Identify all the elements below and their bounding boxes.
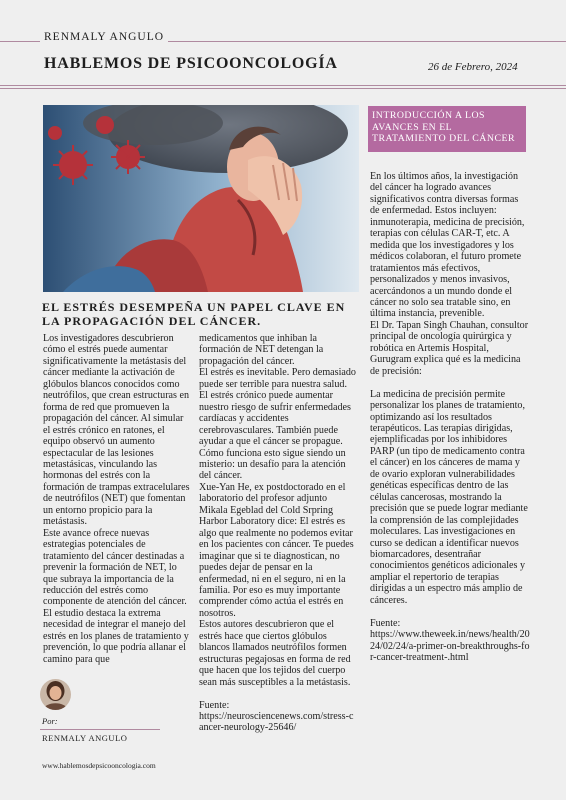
sidebar-title: INTRODUCCIÓN A LOS AVANCES EN EL TRATAMIENTO DEL CÁNCER	[372, 110, 516, 144]
footer-website-link[interactable]: www.hablemosdepsicooncologia.com	[42, 761, 156, 770]
sidebar-paragraph-3: La medicina de precisión permite personalizar los planes de tratamiento, optimizando así los resultados terapéuticos. Las terapias dirigidas, ejemplificadas por los inhibidores PARP (un tipo de medicamento contra el cáncer) en los cánceres de mama y de ovario exploran vulnerabilidades genéticas específicas dentro de las células cancerosas, mostrando la precisión que se puede lograr mediante la comprensión de las complejidades moleculares. Las investigaciones en curso se dedican a identificar nuevos biomarcadores, desentrañar conocimientos genéticos adicionales y ampliar el repertorio de terapias dirigidas a un espectro más amplio de cánceres.	[370, 388, 528, 606]
header-rule-top-right	[168, 41, 566, 42]
header-rule-bottom	[0, 85, 566, 86]
col1-paragraph-3: El estudio destaca la extrema necesidad de integrar el manejo del estrés en los planes de tratamiento y prevención, lo que podría allanar el camino para que	[43, 607, 189, 665]
header-author: RENMALY ANGULO	[44, 31, 165, 43]
sidebar-source-label: Fuente:	[370, 617, 401, 629]
footer-rule	[40, 729, 160, 730]
sidebar-paragraph-2: El Dr. Tapan Singh Chauhan, consultor principal de oncología quirúrgica y robótica en Artemis Hospital, Gurugram explica qué es la medicina de precisión:	[370, 319, 529, 377]
footer-author: RENMALY ANGULO	[42, 733, 128, 743]
col1-paragraph-1: Los investigadores descubrieron cómo el estrés puede aumentar significativamente la metástasis del cáncer mediante la activación de glóbulos blancos conocidos como neutrófilos, que crean estructuras en forma de red que promueven la propagación del cáncer. Al simular el estrés crónico en ratones, el equipo observó un aumento espectacular de las lesiones metastásicas, vinculando las hormonas del estrés con la formación de trampas extracelulares de neutrófilos (NET) que fomentan un entorno propicio para la metástasis.	[43, 333, 190, 528]
header-rule-top	[0, 41, 40, 42]
col2-source-label: Fuente:	[199, 699, 230, 711]
publication-title: HABLEMOS DE PSICOONCOLOGÍA	[44, 55, 338, 72]
sidebar-paragraph-1: En los últimos años, la investigación del cáncer ha logrado avances significativos contra diversas formas de enfermedad. Estos incluyen: inmunoterapia, medicina de precisión, terapias con células CAR-T, etc. A medida que los investigadores y los médicos colaboran, el futuro promete tratamientos más efectivos, personalizados y menos invasivos, acercándonos a un mundo donde el cáncer no solo sea tratable sino, en última instancia, prevenible.	[370, 171, 525, 320]
col2-paragraph-3: Xue-Yan He, ex postdoctorado en el laboratorio del profesor adjunto Mikala Egeblad del Cold Srpring Harbor Laboratory dice: El estrés es algo que realmente no podemos evitar en los pacientes con cáncer. Te puedes imaginar que si te diagnostican, no puedes dejar de pensar en la enfermedad, ni en el seguro, ni en la familia. Por eso es muy importante comprender cómo actúa el estrés en nosotros.	[199, 481, 354, 619]
col2-paragraph-1: medicamentos que inhiban la formación de NET detengan la propagación del cáncer.	[199, 333, 324, 367]
sidebar-source-link[interactable]: https://www.theweek.in/news/health/2024/02/24/a-primer-on-breakthroughs-for-cancer-treatment-.html	[370, 629, 530, 664]
sidebar-spacer-2	[370, 606, 530, 618]
issue-date: 26 de Febrero, 2024	[428, 61, 518, 73]
byline-label: Por:	[42, 716, 58, 726]
header-rule-bottom-2	[0, 88, 566, 89]
author-avatar	[40, 679, 71, 710]
sidebar-column	[370, 171, 530, 664]
hero-image-svg	[43, 105, 359, 292]
col2-paragraph-4: Estos autores descubrieron que el estrés hace que ciertos glóbulos blancos llamados neutrófilos formen estructuras pegajosas en forma de red que hacen que los tejidos del cuerpo sean más susceptibles a la metástasis.	[199, 619, 351, 688]
stress-man-illustration	[43, 105, 359, 292]
article-column-1	[43, 333, 193, 665]
article-headline: EL ESTRÉS DESEMPEÑA UN PAPEL CLAVE EN LA PROPAGACIÓN DEL CÁNCER.	[42, 300, 346, 328]
col2-paragraph-2: El estrés es inevitable. Pero demasiado puede ser terrible para nuestra salud. El estrés crónico puede aumentar nuestro riesgo de sufrir enfermedades cardíacas y accidentes cerebrovasculares. También puede ayudar a que el cáncer se propague. Cómo funciona esto sigue siendo un misterio: un desafío para la atención del cáncer.	[199, 367, 356, 482]
col2-spacer	[199, 688, 357, 700]
col1-paragraph-2: Este avance ofrece nuevas estrategias potenciales de tratamiento del cáncer destinadas a prevenir la formación de NET, lo que subraya la importancia de la reducción del estrés como componente de atención del cáncer.	[43, 527, 187, 608]
col2-source-link[interactable]: https://neurosciencenews.com/stress-cancer-neurology-25646/	[199, 711, 354, 734]
article-column-2	[199, 333, 357, 734]
sidebar-spacer-1	[370, 377, 530, 389]
avatar-icon	[40, 679, 71, 710]
